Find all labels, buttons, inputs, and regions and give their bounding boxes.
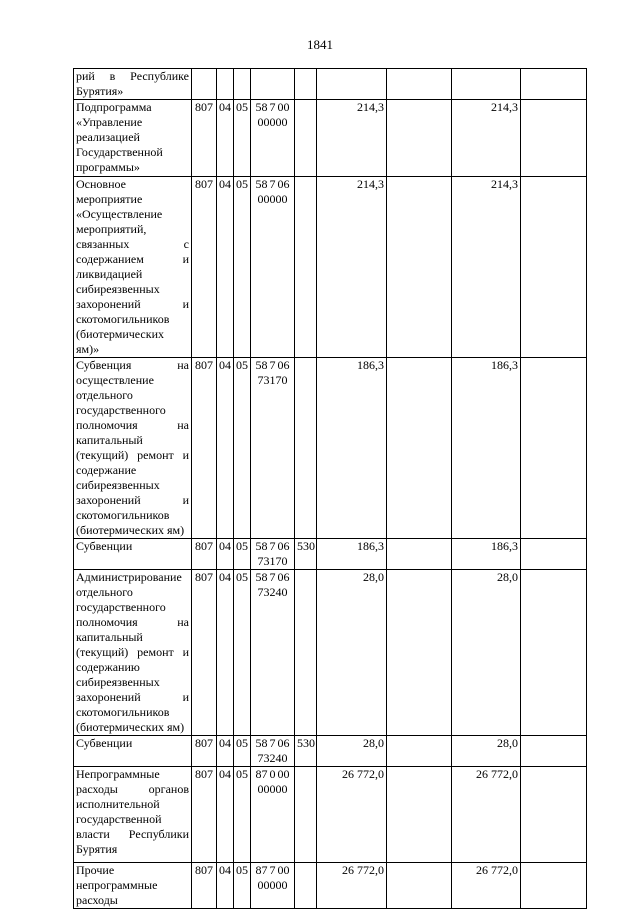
section-code: 04 (217, 570, 234, 736)
expense-type-code: 530 (295, 539, 317, 570)
section-code: 04 (217, 177, 234, 358)
expense-type-code (295, 767, 317, 863)
amount-regional: 214,3 (452, 100, 521, 177)
amount-other (521, 69, 587, 100)
table-row (74, 177, 587, 358)
amount-federal (387, 177, 452, 358)
section-code: 04 (217, 539, 234, 570)
ministry-code: 807 (192, 736, 217, 767)
amount-regional: 26 772,0 (452, 767, 521, 863)
target-item-code: 58 7 06 00000 (251, 177, 295, 358)
row-name: Подпрограмма «Управление реализацией Государственной программы» (74, 100, 192, 177)
ministry-code (192, 69, 217, 100)
amount-regional: 26 772,0 (452, 863, 521, 909)
amount-regional: 214,3 (452, 177, 521, 358)
table-row (74, 358, 587, 539)
row-name: Администрирование отдельного государственного полномочия на капитальный (текущий) ремонт и содержанию сибиреязвенных захоронений и скотомогильников (биотермических ям) (74, 570, 192, 736)
target-item-code: 87 7 00 00000 (251, 863, 295, 909)
target-item-code: 58 7 06 73240 (251, 570, 295, 736)
expense-type-code: 530 (295, 736, 317, 767)
subsection-code: 05 (234, 539, 251, 570)
amount-total: 186,3 (317, 539, 387, 570)
amount-total (317, 69, 387, 100)
row-name: Субвенции (74, 539, 192, 570)
ministry-code: 807 (192, 100, 217, 177)
table-row (74, 736, 587, 767)
amount-federal (387, 539, 452, 570)
subsection-code: 05 (234, 736, 251, 767)
row-name: Непрограммные расходы органов исполнительной государственной власти Республики Бурятия (74, 767, 192, 863)
section-code: 04 (217, 863, 234, 909)
budget-table (73, 68, 587, 909)
amount-total: 28,0 (317, 570, 387, 736)
amount-other (521, 539, 587, 570)
target-item-code (251, 69, 295, 100)
target-item-code: 58 7 06 73170 (251, 539, 295, 570)
target-item-code: 58 7 06 73170 (251, 358, 295, 539)
expense-type-code (295, 69, 317, 100)
expense-type-code (295, 570, 317, 736)
amount-federal (387, 570, 452, 736)
section-code (217, 69, 234, 100)
amount-regional: 186,3 (452, 539, 521, 570)
subsection-code: 05 (234, 100, 251, 177)
section-code: 04 (217, 358, 234, 539)
amount-federal (387, 736, 452, 767)
ministry-code: 807 (192, 570, 217, 736)
amount-other (521, 736, 587, 767)
amount-total: 28,0 (317, 736, 387, 767)
table-row (74, 539, 587, 570)
amount-federal (387, 358, 452, 539)
row-name: рий в Республике Бурятия» (74, 69, 192, 100)
section-code: 04 (217, 100, 234, 177)
subsection-code: 05 (234, 358, 251, 539)
subsection-code (234, 69, 251, 100)
table-row (74, 767, 587, 863)
amount-total: 214,3 (317, 100, 387, 177)
section-code: 04 (217, 767, 234, 863)
table-row (74, 863, 587, 909)
amount-other (521, 570, 587, 736)
amount-total: 26 772,0 (317, 863, 387, 909)
row-name: Субвенция на осуществление отдельного государственного полномочия на капитальный (текущий) ремонт и содержание сибиреязвенных захоронений и скотомогильников (биотермических ям) (74, 358, 192, 539)
amount-total: 214,3 (317, 177, 387, 358)
amount-federal (387, 863, 452, 909)
subsection-code: 05 (234, 863, 251, 909)
target-item-code: 87 0 00 00000 (251, 767, 295, 863)
ministry-code: 807 (192, 358, 217, 539)
row-name: Основное мероприятие «Осуществление мероприятий, связанных с содержанием и ликвидацией сибиреязвенных захоронений и скотомогильников (биотермических ям)» (74, 177, 192, 358)
row-name: Прочие непрограммные расходы (74, 863, 192, 909)
ministry-code: 807 (192, 863, 217, 909)
table-row (74, 100, 587, 177)
target-item-code: 58 7 06 73240 (251, 736, 295, 767)
amount-regional (452, 69, 521, 100)
amount-other (521, 177, 587, 358)
table-row (74, 570, 587, 736)
amount-regional: 28,0 (452, 736, 521, 767)
amount-federal (387, 69, 452, 100)
amount-regional: 186,3 (452, 358, 521, 539)
row-name: Субвенции (74, 736, 192, 767)
amount-other (521, 767, 587, 863)
expense-type-code (295, 863, 317, 909)
subsection-code: 05 (234, 177, 251, 358)
ministry-code: 807 (192, 539, 217, 570)
expense-type-code (295, 177, 317, 358)
ministry-code: 807 (192, 177, 217, 358)
subsection-code: 05 (234, 767, 251, 863)
amount-total: 26 772,0 (317, 767, 387, 863)
table-row (74, 69, 587, 100)
amount-other (521, 358, 587, 539)
amount-other (521, 863, 587, 909)
amount-federal (387, 100, 452, 177)
amount-total: 186,3 (317, 358, 387, 539)
amount-other (521, 100, 587, 177)
expense-type-code (295, 100, 317, 177)
target-item-code: 58 7 00 00000 (251, 100, 295, 177)
ministry-code: 807 (192, 767, 217, 863)
amount-federal (387, 767, 452, 863)
page-number: 1841 (307, 37, 333, 52)
section-code: 04 (217, 736, 234, 767)
expense-type-code (295, 358, 317, 539)
amount-regional: 28,0 (452, 570, 521, 736)
subsection-code: 05 (234, 570, 251, 736)
